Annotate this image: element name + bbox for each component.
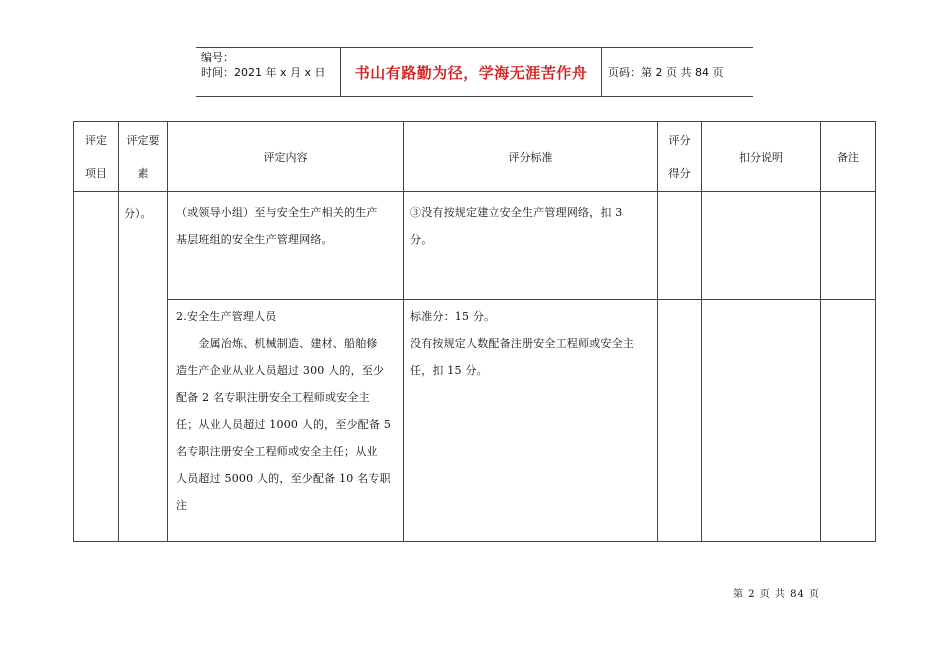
row1-element: 分）。 bbox=[124, 207, 152, 220]
row1-standard: ③没有按规定建立安全生产管理网络，扣 3 分。 bbox=[410, 206, 623, 246]
column-divider bbox=[657, 122, 658, 541]
col-element-header: 评定要 素 bbox=[126, 134, 160, 180]
row1-content: （或领导小组）至与安全生产相关的生产 基层班组的安全生产管理网络。 bbox=[176, 206, 378, 246]
header-page-label: 页码：第 2 页 共 84 页 bbox=[608, 66, 724, 79]
column-divider bbox=[118, 122, 119, 541]
time-label: 时间：2021 年 x 月 x 日 bbox=[201, 66, 326, 79]
motto-text: 书山有路勤为径，学海无涯苦作舟 bbox=[354, 63, 588, 82]
page-header bbox=[196, 47, 753, 97]
column-divider bbox=[403, 122, 404, 541]
header-meta bbox=[201, 50, 326, 80]
footer-page-number: 第 2 页 共 84 页 bbox=[733, 589, 820, 600]
col-remark-header: 备注 bbox=[837, 151, 859, 164]
header-row-divider bbox=[74, 191, 875, 192]
col-content-header: 评定内容 bbox=[263, 151, 308, 164]
evaluation-table bbox=[73, 121, 876, 542]
column-divider bbox=[167, 122, 168, 541]
row-divider bbox=[167, 299, 875, 300]
col-deduction-header: 扣分说明 bbox=[739, 151, 783, 164]
col-standard-header: 评分标准 bbox=[508, 151, 553, 164]
number-label: 编号： bbox=[201, 51, 234, 64]
col-score-header: 评分 得分 bbox=[668, 134, 691, 180]
column-divider bbox=[820, 122, 821, 541]
row2-standard: 标准分：15 分。 没有按规定人数配备注册安全工程师或安全主 任，扣 15 分。 bbox=[410, 310, 634, 377]
column-divider bbox=[701, 122, 702, 541]
header-divider bbox=[601, 48, 602, 96]
row2-content: 2.安全生产管理人员 金属冶炼、机械制造、建材、船舶修 造生产企业从业人员超过 300 人的，至少 配备 2 名专职注册安全工程师或安全主 任；从业人员超过 1000 人的，至少配备 5 名专职注册安全工程师或安全主任；从业 人员超过 5000 人的，至少配备 10 名专职注 bbox=[176, 310, 392, 512]
col-item-header: 评定 项目 bbox=[85, 134, 107, 180]
